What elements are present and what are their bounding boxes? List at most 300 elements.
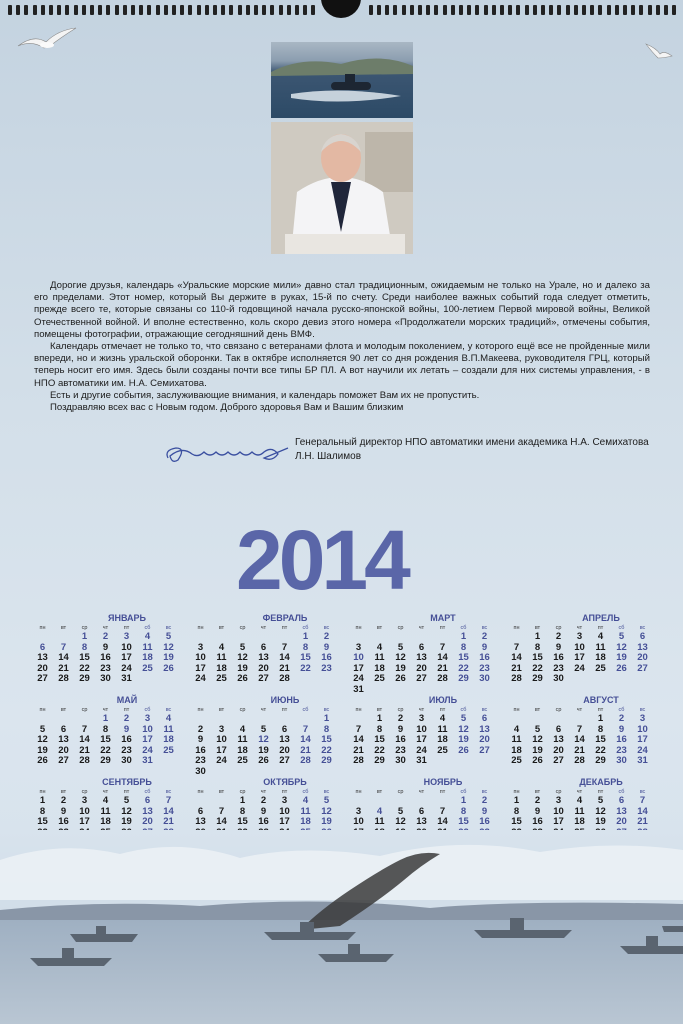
empty-day — [348, 632, 369, 643]
spiral-ring — [541, 5, 545, 15]
day-cell: 14 — [353, 734, 364, 746]
day-cell: 3 — [144, 713, 151, 724]
day-cell: 10 — [216, 734, 227, 746]
day-cell: 31 — [353, 683, 364, 695]
day-cell: 20 — [258, 662, 269, 674]
day-cell: 1 — [460, 631, 467, 642]
weekday-header: вт — [534, 789, 541, 795]
weekday-header: вс — [481, 625, 488, 631]
day-cell: 24 — [142, 744, 153, 756]
day-cell: 14 — [437, 816, 448, 828]
spiral-ring — [262, 5, 266, 15]
empty-day — [390, 632, 411, 643]
day-cell: 16 — [58, 816, 69, 828]
day-cell: 15 — [100, 734, 111, 746]
day-cell: 30 — [479, 673, 490, 685]
day-cell: 21 — [437, 662, 448, 674]
day-cell: 4 — [302, 795, 309, 806]
weekday-header: вс — [639, 789, 646, 795]
day-cell: 26 — [237, 673, 248, 685]
day-cell: 22 — [458, 662, 469, 674]
day-cell: 7 — [513, 641, 520, 653]
day-cell: 22 — [321, 744, 332, 756]
day-cell: 24 — [574, 662, 585, 674]
day-cell: 14 — [574, 734, 585, 746]
day-cell: 21 — [163, 816, 174, 828]
day-cell: 15 — [458, 652, 469, 664]
weekday-header: ср — [239, 789, 246, 795]
day-cell: 4 — [439, 713, 446, 724]
day-cell: 13 — [37, 652, 48, 664]
day-cell: 21 — [58, 662, 69, 674]
weekday-header: сб — [144, 625, 151, 631]
day-cell: 8 — [81, 641, 88, 653]
day-cell: 10 — [353, 816, 364, 828]
day-cell: 7 — [281, 641, 288, 653]
day-cell: 6 — [144, 795, 151, 806]
weekday-header: вт — [218, 625, 225, 631]
day-cell: 27 — [258, 673, 269, 685]
day-cell: 20 — [416, 662, 427, 674]
spiral-ring — [164, 5, 168, 15]
day-cell: 11 — [163, 723, 174, 735]
day-cell: 25 — [142, 662, 153, 674]
weekday-header: вт — [60, 625, 67, 631]
month-days — [506, 624, 656, 685]
day-cell: 12 — [616, 641, 627, 653]
spiral-ring — [279, 5, 283, 15]
day-cell: 6 — [481, 713, 488, 724]
day-cell: 18 — [237, 744, 248, 756]
weekday-header: ср — [81, 789, 88, 795]
spiral-ring — [24, 5, 28, 15]
weekday-header: чт — [260, 625, 267, 631]
month-name: ОКТЯБРЬ — [263, 777, 307, 787]
empty-day — [274, 714, 295, 725]
weekday-header: чт — [576, 789, 583, 795]
day-cell: 16 — [616, 734, 627, 746]
day-cell: 25 — [595, 662, 606, 674]
spiral-ring — [426, 5, 430, 15]
spiral-ring — [590, 5, 594, 15]
day-cell: 9 — [197, 734, 204, 746]
day-cell: 2 — [60, 795, 67, 806]
spiral-ring — [311, 5, 315, 15]
weekday-header: чт — [418, 789, 425, 795]
weekday-header: ср — [81, 707, 88, 713]
day-cell: 7 — [165, 795, 172, 806]
day-cell: 1 — [323, 713, 330, 724]
day-cell: 22 — [595, 744, 606, 756]
director-portrait — [271, 122, 413, 254]
day-cell: 24 — [353, 673, 364, 685]
spiral-ring — [229, 5, 233, 15]
day-cell: 5 — [323, 795, 330, 806]
empty-day — [253, 714, 274, 725]
weekday-header: вс — [165, 625, 172, 631]
day-cell: 30 — [121, 755, 132, 767]
spiral-ring — [467, 5, 471, 15]
day-cell: 14 — [511, 652, 522, 664]
day-cell: 19 — [616, 652, 627, 664]
weekday-header: пн — [197, 625, 204, 631]
weekday-header: пт — [439, 625, 446, 631]
weekday-header: ср — [81, 625, 88, 631]
month-days — [190, 706, 340, 778]
day-cell: 19 — [458, 734, 469, 746]
day-cell: 10 — [79, 805, 90, 817]
day-cell: 23 — [195, 755, 206, 767]
weekday-header: вс — [165, 789, 172, 795]
day-cell: 26 — [458, 744, 469, 756]
empty-day — [74, 714, 95, 725]
day-cell: 8 — [39, 805, 46, 817]
day-cell: 30 — [553, 673, 564, 685]
weekday-header: вт — [376, 625, 383, 631]
day-cell: 8 — [460, 641, 467, 653]
day-cell: 17 — [574, 652, 585, 664]
day-cell: 28 — [574, 755, 585, 767]
spiral-ring — [57, 5, 61, 15]
weekday-header: пн — [513, 625, 520, 631]
weekday-header: сб — [302, 707, 309, 713]
weekday-header: пн — [197, 707, 204, 713]
empty-day — [53, 714, 74, 725]
spiral-ring — [82, 5, 86, 15]
weekday-header: сб — [460, 789, 467, 795]
empty-day — [211, 632, 232, 643]
day-cell: 2 — [323, 631, 330, 642]
day-cell: 13 — [553, 734, 564, 746]
day-cell: 11 — [374, 816, 385, 828]
day-cell: 21 — [279, 662, 290, 674]
day-cell: 28 — [300, 755, 311, 767]
month-days — [32, 624, 182, 685]
day-cell: 11 — [300, 805, 311, 817]
weekday-header: чт — [576, 707, 583, 713]
day-cell: 20 — [142, 816, 153, 828]
spiral-ring — [180, 5, 184, 15]
day-cell: 26 — [616, 662, 627, 674]
day-cell: 8 — [513, 805, 520, 817]
day-cell: 20 — [616, 816, 627, 828]
day-cell: 6 — [60, 723, 67, 735]
day-cell: 21 — [511, 662, 522, 674]
month-name: АВГУСТ — [583, 695, 619, 705]
spiral-ring — [16, 5, 20, 15]
weekday-header: вт — [60, 789, 67, 795]
day-cell: 25 — [374, 673, 385, 685]
day-cell: 8 — [460, 805, 467, 817]
spiral-ring — [598, 5, 602, 15]
day-cell: 15 — [37, 816, 48, 828]
day-cell: 11 — [374, 652, 385, 664]
day-cell: 4 — [597, 631, 604, 642]
day-cell: 20 — [58, 744, 69, 756]
spiral-ring — [451, 5, 455, 15]
weekday-header: вс — [481, 789, 488, 795]
day-cell: 22 — [300, 662, 311, 674]
month-name: НОЯБРЬ — [423, 777, 463, 787]
handwritten-signature — [162, 436, 294, 476]
day-cell: 9 — [618, 723, 625, 735]
day-cell: 3 — [418, 713, 425, 724]
day-cell: 19 — [258, 744, 269, 756]
day-cell: 1 — [376, 713, 383, 724]
day-cell: 23 — [616, 744, 627, 756]
day-cell: 25 — [237, 755, 248, 767]
month-name: СЕНТЯБРЬ — [102, 777, 152, 787]
day-cell: 20 — [637, 652, 648, 664]
spiral-ring — [459, 5, 463, 15]
day-cell: 2 — [618, 713, 625, 724]
fleet-sea-photo — [0, 830, 683, 1024]
day-cell: 6 — [618, 795, 625, 806]
letter-paragraph: Дорогие друзья, календарь «Уральские морские мили» давно стал традиционным, ожидаемым не только на Урале, но и далеко за его пределами. Этот номер, который Вы держите в руках, 15-й по счету. Среди наиболее важных событий года следует отметить, прежде всего те, которые связаны со 110-й годовщиной начала русско-японской войны, 100-летием Первой мировой войны, Великой Отечественной войной. И вполне естественно, коль скоро девиз этого номера «Продолжатели морских традиций», отмечены события, помещены фотографии, отражающие сегодняшний день ВМФ. — [34, 280, 650, 340]
day-cell: 12 — [321, 805, 332, 817]
day-cell: 28 — [279, 673, 290, 685]
month-name: ИЮЛЬ — [428, 695, 458, 705]
day-cell: 17 — [279, 816, 290, 828]
day-cell: 4 — [144, 631, 151, 642]
day-cell: 5 — [39, 723, 46, 735]
day-cell: 12 — [532, 734, 543, 746]
day-cell: 16 — [321, 652, 332, 664]
spiral-ring — [549, 5, 553, 15]
day-cell: 26 — [37, 755, 48, 767]
weekday-header: сб — [460, 625, 467, 631]
spiral-ring — [65, 5, 69, 15]
day-cell: 16 — [100, 652, 111, 664]
weekday-header: сб — [302, 625, 309, 631]
day-cell: 8 — [302, 641, 309, 653]
spiral-ring — [574, 5, 578, 15]
spiral-ring — [254, 5, 258, 15]
spiral-ring — [402, 5, 406, 15]
spiral-ring — [656, 5, 660, 15]
signature-block — [295, 436, 649, 464]
day-cell: 3 — [355, 641, 362, 653]
day-cell: 6 — [418, 805, 425, 817]
empty-day — [211, 796, 232, 807]
weekday-header: вс — [165, 707, 172, 713]
day-cell: 31 — [121, 673, 132, 685]
day-cell: 11 — [437, 723, 448, 735]
spiral-ring — [41, 5, 45, 15]
day-cell: 10 — [121, 641, 132, 653]
spiral-ring — [582, 5, 586, 15]
day-cell: 3 — [197, 641, 204, 653]
empty-day — [232, 714, 253, 725]
weekday-header: вт — [218, 789, 225, 795]
day-cell: 1 — [81, 631, 88, 642]
spiral-ring — [33, 5, 37, 15]
day-cell: 28 — [437, 673, 448, 685]
day-cell: 11 — [595, 641, 606, 653]
weekday-header: сб — [618, 625, 625, 631]
spiral-ring — [623, 5, 627, 15]
weekday-header: чт — [102, 789, 109, 795]
day-cell: 16 — [479, 816, 490, 828]
day-cell: 18 — [437, 734, 448, 746]
day-cell: 30 — [195, 765, 206, 777]
weekday-header: пт — [123, 789, 130, 795]
day-cell: 18 — [574, 816, 585, 828]
weekday-header: вт — [376, 789, 383, 795]
weekday-header: чт — [418, 625, 425, 631]
day-cell: 19 — [532, 744, 543, 756]
director-name: Л.Н. Шалимов — [295, 451, 362, 462]
weekday-header: ср — [239, 707, 246, 713]
day-cell: 28 — [58, 673, 69, 685]
day-cell: 14 — [300, 734, 311, 746]
weekday-header: чт — [576, 625, 583, 631]
spiral-ring — [139, 5, 143, 15]
day-cell: 3 — [81, 795, 88, 806]
day-cell: 13 — [195, 816, 206, 828]
day-cell: 9 — [60, 805, 67, 817]
empty-day — [527, 714, 548, 725]
spiral-ring — [475, 5, 479, 15]
spiral-ring — [106, 5, 110, 15]
day-cell: 5 — [597, 795, 604, 806]
spiral-ring — [516, 5, 520, 15]
weekday-header: вт — [60, 707, 67, 713]
day-cell: 16 — [121, 734, 132, 746]
month-days — [348, 624, 498, 696]
submarine-photo — [271, 42, 413, 118]
spiral-ring — [631, 5, 635, 15]
day-cell: 22 — [374, 744, 385, 756]
spiral-ring — [8, 5, 12, 15]
day-cell: 27 — [553, 755, 564, 767]
spiral-ring — [90, 5, 94, 15]
weekday-header: сб — [618, 789, 625, 795]
spiral-ring — [533, 5, 537, 15]
day-cell: 9 — [534, 805, 541, 817]
spiral-ring — [492, 5, 496, 15]
day-cell: 2 — [397, 713, 404, 724]
director-position: Генеральный директор НПО автоматики имени академика Н.А. Семихатова — [295, 437, 649, 448]
day-cell: 23 — [395, 744, 406, 756]
day-cell: 10 — [195, 652, 206, 664]
weekday-header: ср — [397, 789, 404, 795]
day-cell: 18 — [100, 816, 111, 828]
day-cell: 1 — [597, 713, 604, 724]
day-cell: 11 — [142, 641, 153, 653]
day-cell: 17 — [353, 662, 364, 674]
day-cell: 4 — [576, 795, 583, 806]
day-cell: 1 — [534, 631, 541, 642]
day-cell: 13 — [58, 734, 69, 746]
day-cell: 18 — [142, 652, 153, 664]
weekday-header: пт — [597, 707, 604, 713]
day-cell: 2 — [197, 723, 204, 735]
day-cell: 30 — [395, 755, 406, 767]
spiral-ring — [557, 5, 561, 15]
month-days — [190, 624, 340, 685]
day-cell: 12 — [121, 805, 132, 817]
day-cell: 1 — [460, 795, 467, 806]
weekday-header: вт — [534, 707, 541, 713]
day-cell: 23 — [321, 662, 332, 674]
day-cell: 3 — [355, 805, 362, 817]
day-cell: 15 — [237, 816, 248, 828]
empty-day — [411, 796, 432, 807]
day-cell: 20 — [37, 662, 48, 674]
day-cell: 2 — [260, 795, 267, 806]
day-cell: 18 — [511, 744, 522, 756]
weekday-header: ср — [555, 707, 562, 713]
day-cell: 6 — [639, 631, 646, 642]
day-cell: 26 — [163, 662, 174, 674]
empty-day — [506, 714, 527, 725]
weekday-header: пн — [39, 707, 46, 713]
day-cell: 15 — [595, 734, 606, 746]
day-cell: 12 — [395, 652, 406, 664]
day-cell: 7 — [639, 795, 646, 806]
day-cell: 1 — [39, 795, 46, 806]
day-cell: 29 — [595, 755, 606, 767]
month-name: ЯНВАРЬ — [108, 613, 146, 623]
day-cell: 2 — [555, 631, 562, 642]
empty-day — [432, 632, 453, 643]
day-cell: 10 — [142, 723, 153, 735]
spiral-ring — [238, 5, 242, 15]
day-cell: 17 — [553, 816, 564, 828]
day-cell: 7 — [439, 805, 446, 817]
day-cell: 30 — [616, 755, 627, 767]
day-cell: 27 — [637, 662, 648, 674]
spiral-ring — [393, 5, 397, 15]
day-cell: 21 — [574, 744, 585, 756]
spiral-ring — [115, 5, 119, 15]
month-name: АПРЕЛЬ — [582, 613, 620, 623]
weekday-header: ср — [397, 707, 404, 713]
month-name: ДЕКАБРЬ — [579, 777, 623, 787]
weekday-header: чт — [260, 707, 267, 713]
day-cell: 3 — [281, 795, 288, 806]
spiral-ring — [74, 5, 78, 15]
day-cell: 31 — [637, 755, 648, 767]
weekday-header: вс — [323, 625, 330, 631]
day-cell: 16 — [395, 734, 406, 746]
empty-day — [211, 714, 232, 725]
spiral-ring — [639, 5, 643, 15]
day-cell: 10 — [416, 723, 427, 735]
day-cell: 27 — [279, 755, 290, 767]
spiral-ring — [221, 5, 225, 15]
day-cell: 14 — [437, 652, 448, 664]
day-cell: 28 — [511, 673, 522, 685]
weekday-header: пт — [439, 789, 446, 795]
day-cell: 15 — [511, 816, 522, 828]
day-cell: 3 — [576, 631, 583, 642]
day-cell: 7 — [439, 641, 446, 653]
day-cell: 7 — [218, 805, 225, 817]
day-cell: 11 — [511, 734, 522, 746]
day-cell: 17 — [195, 662, 206, 674]
day-cell: 24 — [637, 744, 648, 756]
day-cell: 19 — [37, 744, 48, 756]
day-cell: 3 — [555, 795, 562, 806]
day-cell: 1 — [102, 713, 109, 724]
day-cell: 1 — [513, 795, 520, 806]
day-cell: 19 — [163, 652, 174, 664]
month-name: МАЙ — [116, 695, 138, 705]
day-cell: 5 — [397, 805, 404, 817]
spiral-ring — [500, 5, 504, 15]
